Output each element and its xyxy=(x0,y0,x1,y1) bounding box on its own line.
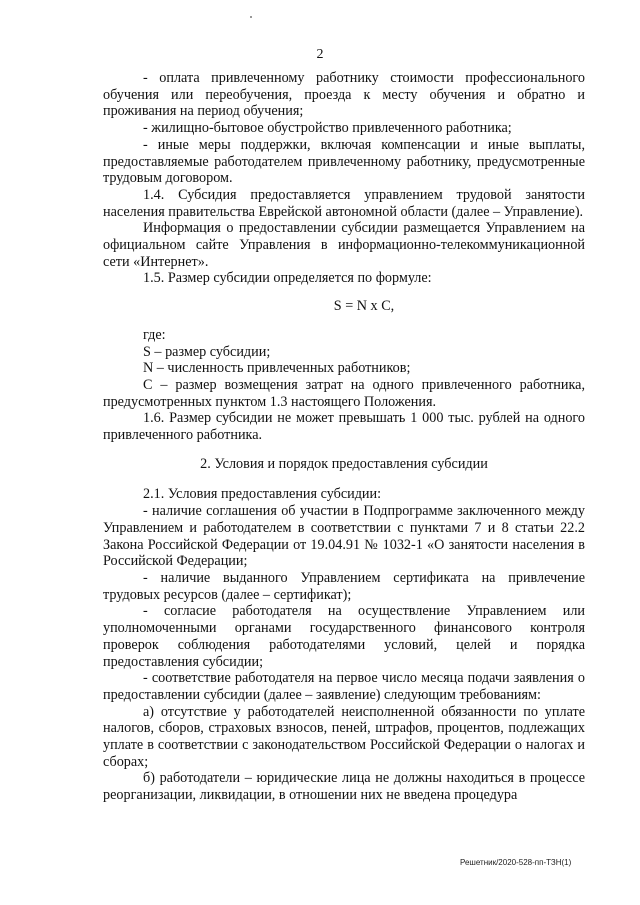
list-item: - иные меры поддержки, включая компенсации и иные выплаты, предоставляемые работодателем привлеченному работнику, предусмотренные трудовым договором. xyxy=(103,136,585,187)
section-heading: 2. Условия и порядок предоставления субсидии xyxy=(200,455,488,472)
requirement-a: а) отсутствие у работодателей неисполненной обязанности по уплате налогов, сборов, страховых взносов, пеней, штрафов, процентов, подлежащих уплате в соответствии с законодательством Российской Федерации о налогах и сборах; xyxy=(103,703,585,770)
document-body xyxy=(103,70,585,804)
list-item: - наличие соглашения об участии в Подпрограмме заключенного между Управлением и работодателем в соответствии с пунктами 7 и 8 статьи 22.2 Закона Российской Федерации от 19.04.91 № 1032-1 «О занятости населения в Российской Федерации; xyxy=(103,503,585,570)
formula: S = N x C, xyxy=(333,298,395,315)
formula-definition: S – размер субсидии; xyxy=(143,343,271,360)
list-item: - оплата привлеченному работнику стоимости профессионального обучения или переобучения, проезда к месту обучения и обратно и проживания на период обучения; xyxy=(103,70,585,120)
requirement-b: б) работодатели – юридические лица не должны находиться в процессе реорганизации, ликвидации, в отношении них не введена процедура xyxy=(103,770,585,804)
formula-where: где: xyxy=(143,326,166,343)
list-item: - соответствие работодателя на первое число месяца подачи заявления о предоставлении субсидии (далее – заявление) следующим требованиям: xyxy=(103,670,585,703)
clause-1-6: 1.6. Размер субсидии не может превышать 1 000 тыс. рублей на одного привлеченного работника. xyxy=(103,410,585,444)
page-number: 2 xyxy=(316,47,324,62)
list-item: - жилищно-бытовое обустройство привлеченного работника; xyxy=(143,120,512,137)
formula-definition: С – размер возмещения затрат на одного привлеченного работника, предусмотренных пунктом 1.3 настоящего Положения. xyxy=(103,376,585,410)
list-item: - согласие работодателя на осуществление Управлением или уполномоченными органами государственного финансового контроля проверок соблюдения работодателями условий, целей и порядка предоставления субсидии; xyxy=(103,603,585,670)
paragraph-info: Информация о предоставлении субсидии размещается Управлением на официальном сайте Управления в информационно-телекоммуникационной сети «Интернет». xyxy=(103,220,585,270)
clause-2-1: 2.1. Условия предоставления субсидии: xyxy=(143,486,382,503)
clause-1-4: 1.4. Субсидия предоставляется управлением трудовой занятости населения правительства Еврейской автономной области (далее – Управление). xyxy=(103,186,585,220)
scan-artifact xyxy=(250,16,252,18)
formula-definition: N – численность привлеченных работников; xyxy=(143,360,411,377)
list-item: - наличие выданного Управлением сертификата на привлечение трудовых ресурсов (далее – сертификат); xyxy=(103,569,585,603)
document-code: Решетник/2020-528-пп-ТЗН(1) xyxy=(460,858,572,867)
clause-1-5: 1.5. Размер субсидии определяется по формуле: xyxy=(143,270,432,287)
